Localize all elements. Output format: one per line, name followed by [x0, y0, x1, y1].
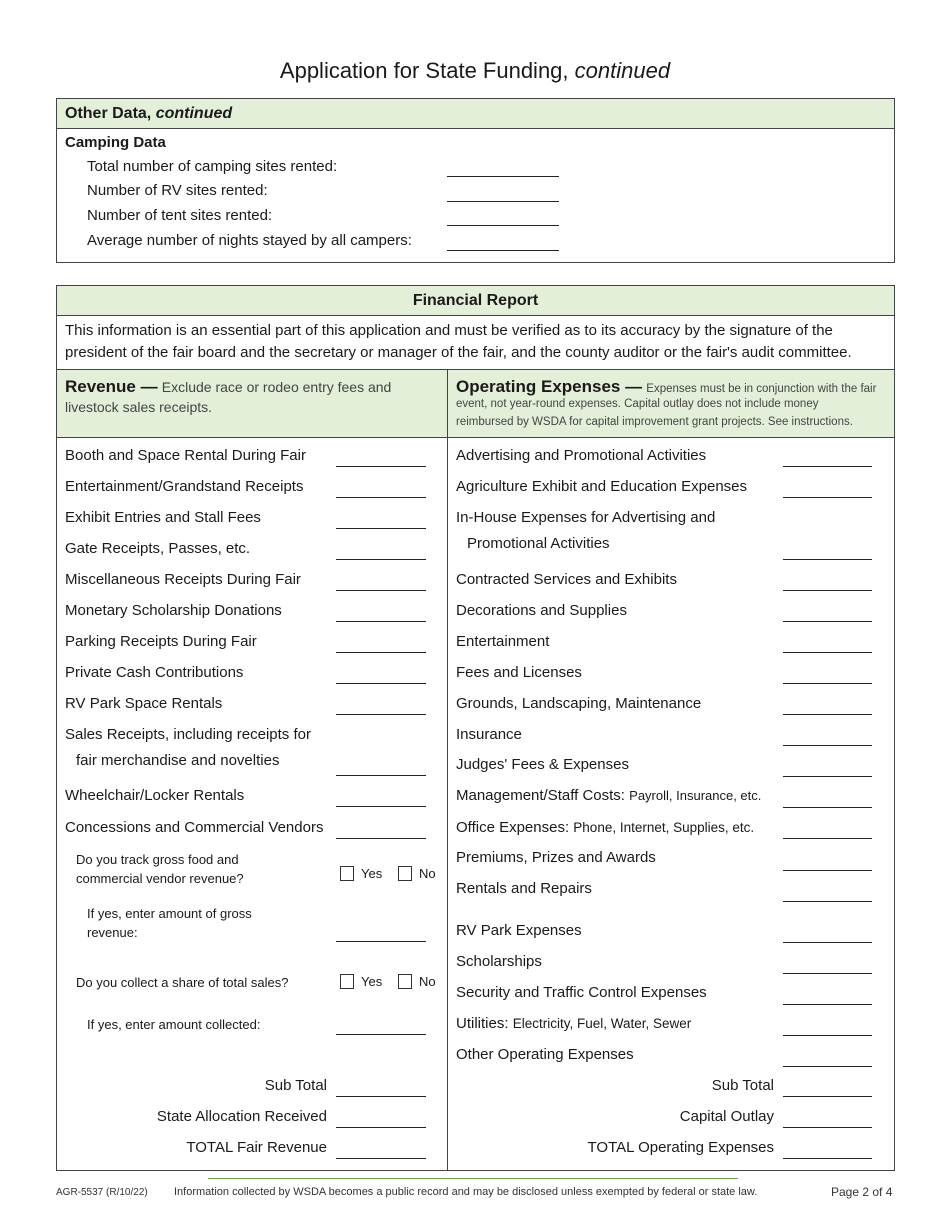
expense-field[interactable]: [783, 776, 872, 777]
revenue-field[interactable]: [336, 714, 426, 715]
other-expenses-field[interactable]: [783, 1066, 872, 1067]
expense-item: Judges' Fees & Expenses: [456, 756, 629, 773]
sales-receipts-label-1: Sales Receipts, including receipts for: [65, 726, 311, 743]
state-allocation-label: State Allocation Received: [156, 1108, 327, 1125]
revenue-field[interactable]: [336, 683, 426, 684]
office-title: Office Expenses:: [456, 819, 570, 836]
revenue-item: Booth and Space Rental During Fair: [65, 447, 306, 464]
expense-subtotal-label: Sub Total: [711, 1077, 774, 1094]
gross-revenue-field[interactable]: [336, 941, 426, 942]
capital-outlay-field[interactable]: [783, 1127, 872, 1128]
expense-field[interactable]: [783, 1004, 872, 1005]
revenue-item: Miscellaneous Receipts During Fair: [65, 571, 301, 588]
track-yes-checkbox[interactable]: [340, 866, 354, 881]
wheelchair-field[interactable]: [336, 806, 426, 807]
expense-field[interactable]: [783, 683, 872, 684]
public-record-notice: Information collected by WSDA becomes a public record and may be disclosed unless exempted by federal or state law.: [174, 1186, 758, 1198]
amount-collected-field[interactable]: [336, 1034, 426, 1035]
financial-intro-line1: This information is an essential part of this application and must be verified as to its accuracy by the signature of the: [65, 322, 833, 339]
track-no-label: No: [419, 866, 436, 881]
financial-intro-line2: president of the fair board and the secretary or manager of the fair, and the county auditor or the fair's audit committee.: [65, 344, 852, 361]
utilities-note: Electricity, Fuel, Water, Sewer: [512, 1016, 692, 1031]
revenue-field[interactable]: [336, 528, 426, 529]
form-id: AGR-5537 (R/10/22): [56, 1187, 148, 1198]
expense-field[interactable]: [783, 466, 872, 467]
concessions-label: Concessions and Commercial Vendors: [65, 819, 324, 836]
expense-item: Contracted Services and Exhibits: [456, 571, 677, 588]
revenue-title-row: [65, 377, 391, 397]
expense-field[interactable]: [783, 497, 872, 498]
track-question-1: Do you track gross food and: [76, 852, 239, 867]
share-question: Do you collect a share of total sales?: [76, 975, 289, 990]
utilities-title: Utilities:: [456, 1015, 509, 1032]
revenue-title: Revenue —: [65, 377, 158, 396]
capital-outlay-label: Capital Outlay: [679, 1108, 774, 1125]
revenue-item: Entertainment/Grandstand Receipts: [65, 478, 304, 495]
expense-field[interactable]: [783, 745, 872, 746]
expense-field[interactable]: [783, 973, 872, 974]
revenue-item: Private Cash Contributions: [65, 664, 244, 681]
share-yes-label: Yes: [361, 974, 383, 989]
office-label: [456, 819, 754, 836]
amount-question: If yes, enter amount collected:: [87, 1017, 261, 1032]
inhouse-label-1: In-House Expenses for Advertising and: [456, 509, 716, 526]
share-no-checkbox[interactable]: [398, 974, 412, 989]
avg-nights-label: Average number of nights stayed by all campers:: [87, 232, 412, 249]
premiums-label: Premiums, Prizes and Awards: [456, 849, 656, 866]
revenue-field[interactable]: [336, 559, 426, 560]
utilities-label: [456, 1015, 691, 1032]
other-expenses-label: Other Operating Expenses: [456, 1046, 634, 1063]
expense-item: Advertising and Promotional Activities: [456, 447, 707, 464]
state-allocation-field[interactable]: [336, 1127, 426, 1128]
financial-report-section: [56, 285, 895, 1171]
management-note: Payroll, Insurance, etc.: [629, 788, 762, 803]
total-expenses-label: TOTAL Operating Expenses: [587, 1139, 774, 1156]
avg-nights-field[interactable]: [447, 250, 559, 251]
office-note: Phone, Internet, Supplies, etc.: [573, 820, 755, 835]
rentals-field[interactable]: [783, 901, 872, 902]
tent-sites-field[interactable]: [447, 225, 559, 226]
sales-receipts-field[interactable]: [336, 775, 426, 776]
total-expenses-field[interactable]: [783, 1158, 872, 1159]
page-number: Page 2 of 4: [831, 1185, 893, 1199]
revenue-field[interactable]: [336, 590, 426, 591]
track-question-2: commercial vendor revenue?: [76, 871, 244, 886]
management-label: [456, 787, 761, 804]
inhouse-label-2: Promotional Activities: [467, 535, 610, 552]
revenue-field[interactable]: [336, 652, 426, 653]
expense-item: Scholarships: [456, 953, 542, 970]
expense-field[interactable]: [783, 652, 872, 653]
track-yes-label: Yes: [361, 866, 383, 881]
camping-sites-label: Total number of camping sites rented:: [87, 158, 338, 175]
management-field[interactable]: [783, 807, 872, 808]
expense-field[interactable]: [783, 590, 872, 591]
share-no-label: No: [419, 974, 436, 989]
rv-sites-field[interactable]: [447, 201, 559, 202]
rv-sites-label: Number of RV sites rented:: [87, 182, 268, 199]
expense-field[interactable]: [783, 942, 872, 943]
revenue-field[interactable]: [336, 497, 426, 498]
revenue-note-2: livestock sales receipts.: [65, 399, 213, 415]
track-no-checkbox[interactable]: [398, 866, 412, 881]
revenue-item: RV Park Space Rentals: [65, 695, 223, 712]
expense-item: Grounds, Landscaping, Maintenance: [456, 695, 702, 712]
column-divider: [447, 369, 448, 1171]
expenses-note-2: event, not year-round expenses. Capital outlay does not include money: [456, 398, 819, 410]
gross-question-1: If yes, enter amount of gross: [87, 906, 252, 921]
revenue-item: Parking Receipts During Fair: [65, 633, 257, 650]
share-yes-checkbox[interactable]: [340, 974, 354, 989]
expense-item: Decorations and Supplies: [456, 602, 627, 619]
camping-sites-field[interactable]: [447, 176, 559, 177]
expenses-note-1: Expenses must be in conjunction with the fair: [646, 383, 877, 395]
wheelchair-label: Wheelchair/Locker Rentals: [65, 787, 245, 804]
footer-rule: [208, 1178, 738, 1179]
expense-item: Insurance: [456, 726, 522, 743]
financial-report-header: Financial Report: [57, 286, 894, 316]
revenue-field[interactable]: [336, 621, 426, 622]
expense-field[interactable]: [783, 714, 872, 715]
expenses-title-row: [456, 377, 876, 397]
revenue-subtotal-label: Sub Total: [264, 1077, 327, 1094]
expense-item: Fees and Licenses: [456, 664, 582, 681]
expense-item: Entertainment: [456, 633, 550, 650]
sales-receipts-label-2: fair merchandise and novelties: [76, 752, 280, 769]
revenue-item: Gate Receipts, Passes, etc.: [65, 540, 251, 557]
tent-sites-label: Number of tent sites rented:: [87, 207, 273, 224]
office-field[interactable]: [783, 838, 872, 839]
gross-question-2: revenue:: [87, 925, 138, 940]
expense-item: RV Park Expenses: [456, 922, 582, 939]
other-data-section: [56, 98, 895, 263]
expense-item: Security and Traffic Control Expenses: [456, 984, 707, 1001]
expense-subtotal-field[interactable]: [783, 1096, 872, 1097]
inhouse-field[interactable]: [783, 559, 872, 560]
camping-data-title: Camping Data: [65, 134, 166, 151]
rentals-label: Rentals and Repairs: [456, 880, 592, 897]
management-title: Management/Staff Costs:: [456, 787, 625, 804]
expenses-title: Operating Expenses —: [456, 377, 643, 396]
expense-item: Agriculture Exhibit and Education Expenses: [456, 478, 748, 495]
page-title: Application for State Funding, continued: [279, 58, 671, 83]
utilities-field[interactable]: [783, 1035, 872, 1036]
revenue-item: Monetary Scholarship Donations: [65, 602, 282, 619]
revenue-subtotal-field[interactable]: [336, 1096, 426, 1097]
premiums-field[interactable]: [783, 870, 872, 871]
other-data-header: Other Data, continued: [57, 99, 894, 129]
revenue-field[interactable]: [336, 466, 426, 467]
revenue-note-1: Exclude race or rodeo entry fees and: [161, 379, 392, 395]
total-revenue-field[interactable]: [336, 1158, 426, 1159]
concessions-field[interactable]: [336, 838, 426, 839]
revenue-item: Exhibit Entries and Stall Fees: [65, 509, 261, 526]
expenses-note-3: reimbursed by WSDA for capital improvement grant projects. See instructions.: [456, 416, 853, 428]
total-revenue-label: TOTAL Fair Revenue: [186, 1139, 327, 1156]
expense-field[interactable]: [783, 621, 872, 622]
